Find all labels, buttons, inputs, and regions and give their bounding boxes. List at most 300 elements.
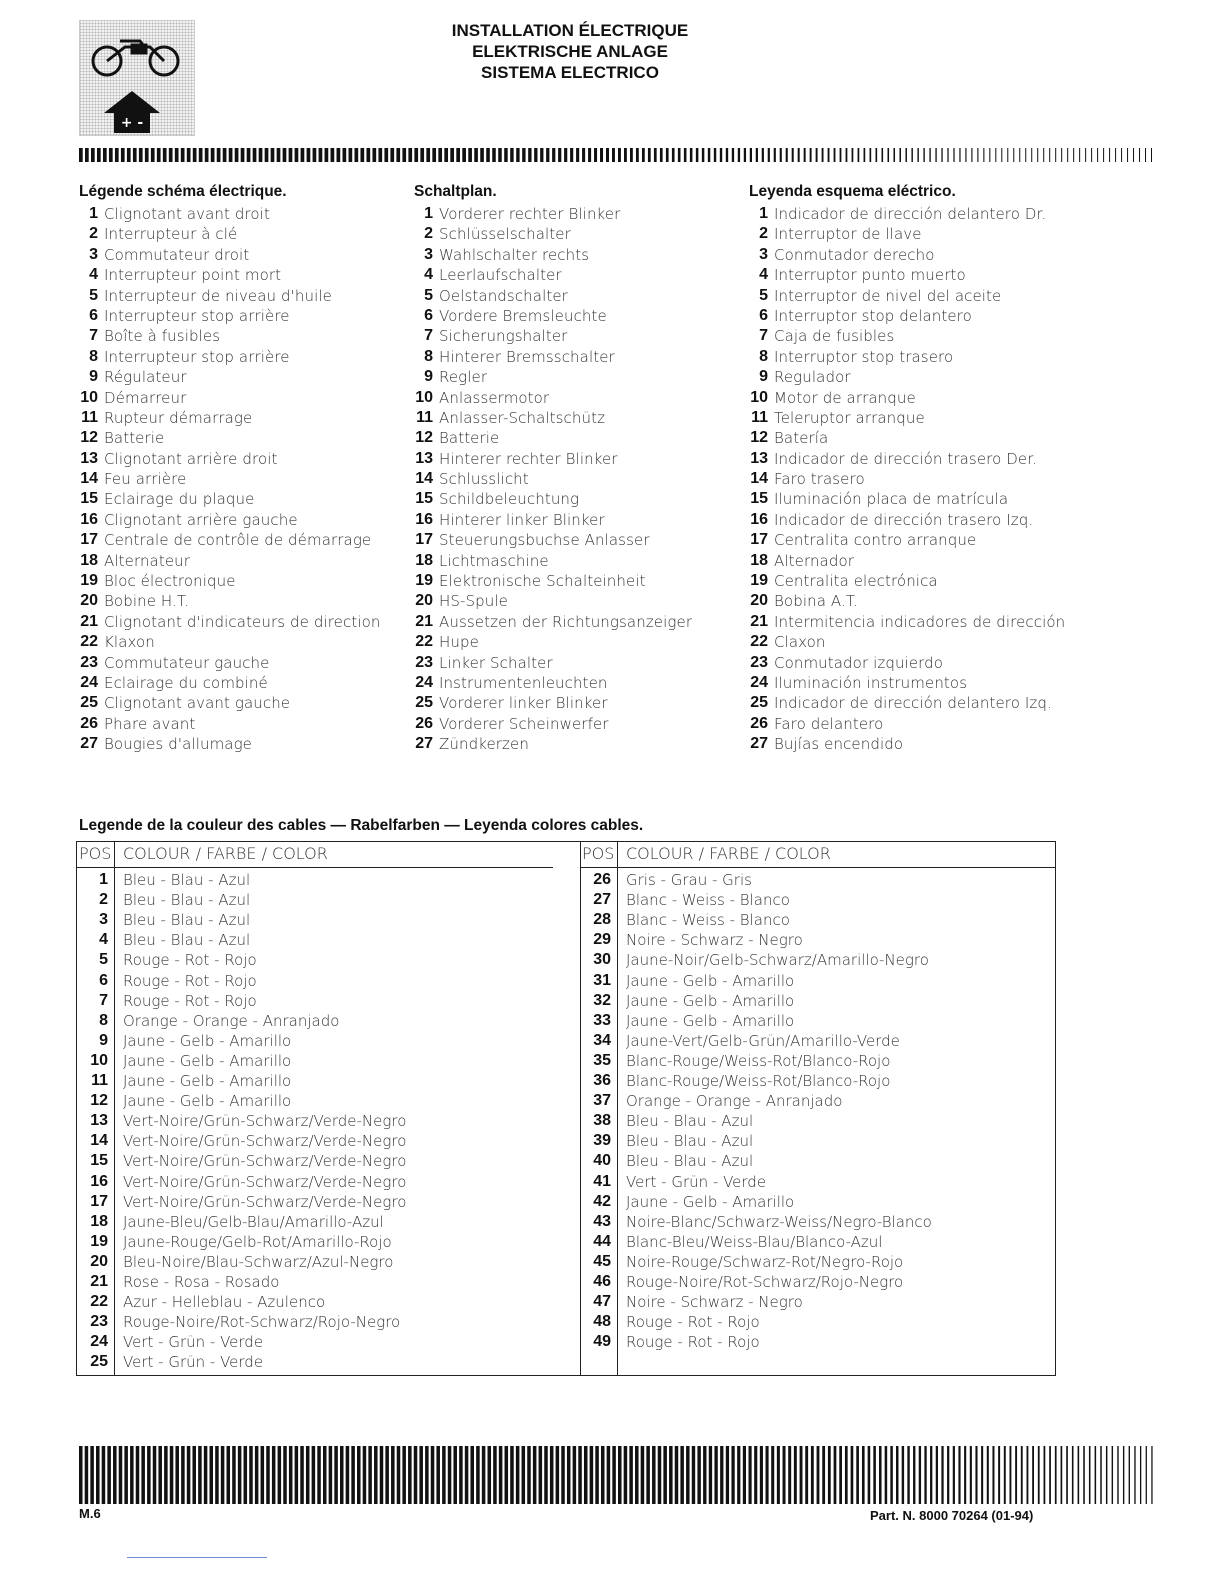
cable-colour: Noire - Schwarz - Negro [626,931,803,950]
cable-pos: 37 [593,1092,611,1110]
bar-mark [923,148,924,162]
cable-pos: 30 [593,951,611,969]
bar-mark [408,1446,412,1504]
legend-item [414,632,692,652]
bar-mark [1031,148,1032,162]
bar-mark [247,148,251,162]
bar-mark [136,1446,140,1504]
cable-colour: Rouge-Noire/Rot-Schwarz/Rojo-Negro [626,1273,904,1291]
bar-mark [606,148,609,162]
legend-item-label: Interruptor punto muerto [774,266,966,285]
legend-item-label: Alternador [774,551,855,570]
bar-mark [1129,1446,1130,1504]
bar-mark [756,148,758,162]
bar-mark [714,148,716,162]
bar-mark [852,148,854,162]
bar-mark [323,1446,327,1504]
bar-mark [550,1446,554,1504]
legend-item [749,204,1065,224]
bar-mark [402,148,406,162]
bar-mark [127,148,131,162]
cable-colour: Vert - Grün - Verde [123,1333,264,1352]
legend-item [79,306,381,326]
bar-mark [1067,148,1068,162]
bar-mark [468,148,472,162]
bar-mark [744,148,746,162]
battery-symbol: + - [120,115,144,131]
bar-mark [919,1446,921,1504]
bar-mark [384,148,388,162]
cable-pos: 7 [99,991,108,1009]
bar-mark [846,148,848,162]
bar-mark [480,148,484,162]
legend-item-number: 7 [759,327,768,345]
legend-column-fr [79,183,381,755]
legend-item-number: 16 [750,510,768,528]
bar-mark [238,1446,242,1504]
bar-mark [684,148,687,162]
bar-mark [431,1446,435,1504]
bar-mark [85,148,89,162]
bar-mark [879,1446,882,1504]
bar-mark [780,148,782,162]
legend-item [749,224,1065,244]
legend-item [749,449,1065,469]
bar-mark [788,1446,791,1504]
bar-mark [1013,148,1014,162]
legend-item [749,551,1065,571]
legend-item [749,510,1065,530]
bar-mark [582,148,585,162]
bar-mark [289,1446,293,1504]
cable-colour: Blanc-Rouge/Weiss-Rot/Blanco-Rojo [626,1051,891,1070]
bar-mark [476,1446,480,1504]
bar-mark [241,148,245,162]
bar-mark [941,148,942,162]
cable-colour: Vert-Noire/Grün-Schwarz/Verde-Negro [123,1192,407,1211]
cable-colour: Bleu-Noire/Blau-Schwarz/Azul-Negro [123,1252,394,1271]
legend-item [749,693,1065,713]
legend-item-number: 11 [81,408,98,426]
bar-mark [313,148,317,162]
bar-mark [175,148,179,162]
legend-item-label: Faro trasero [774,470,865,489]
bar-mark [540,148,543,162]
bar-mark [1055,148,1056,162]
bar-mark [1001,148,1002,162]
bar-mark [1004,1446,1006,1504]
bar-mark [738,148,740,162]
legend-item-label: Motor de arranque [774,388,916,407]
legend-item-number: 5 [89,286,98,304]
bar-mark [448,1446,452,1504]
legend-item-number: 22 [415,633,433,651]
legend-item-label: Hupe [439,633,479,652]
title-fr: INSTALLATION ÉLECTRIQUE [451,21,689,40]
cable-pos: 19 [90,1232,108,1250]
legend-item-number: 27 [750,735,768,753]
bar-mark [516,148,519,162]
cable-pos: 39 [593,1132,611,1150]
cable-pos: 45 [593,1252,611,1270]
legend-item-label: Lichtmaschine [439,551,549,570]
cable-pos: 13 [90,1112,108,1130]
bar-mark [885,1446,888,1504]
cable-pos: 15 [90,1152,108,1170]
bar-mark [1061,148,1062,162]
legend-item-number: 9 [424,368,433,386]
bar-mark [151,148,155,162]
cable-pos: 16 [90,1172,108,1190]
motorcycle-electrical-logo [79,20,195,136]
bar-mark [768,148,770,162]
legend-item-number: 20 [750,592,768,610]
legend-item-label: Eclairage du combiné [104,673,268,692]
bar-mark [578,1446,582,1504]
bar-mark [953,1446,955,1504]
legend-item-label: Vorderer rechter Blinker [439,205,621,223]
bar-mark [708,148,710,162]
bar-mark [130,1446,134,1504]
bar-mark [654,148,657,162]
bar-mark [731,1446,734,1504]
legend-item-number: 1 [89,205,98,222]
bar-mark [816,148,818,162]
legend-item-number: 4 [759,266,768,284]
bar-mark [223,148,227,162]
bar-mark [1044,1446,1046,1504]
bar-mark [343,148,347,162]
cable-pos: 6 [99,971,108,989]
bar-mark [85,1446,89,1504]
cable-pos: 27 [593,891,611,909]
bar-mark [272,1446,276,1504]
legend-item-number: 21 [415,612,433,630]
bar-mark [777,1446,780,1504]
bar-mark [528,148,531,162]
bar-mark [964,1446,966,1504]
cable-pos: 8 [99,1011,108,1029]
bar-mark [862,1446,865,1504]
legend-item [749,469,1065,489]
cable-pos: 2 [99,891,108,909]
cable-colour: Rouge - Rot - Rojo [626,1313,760,1332]
legend-item-label: Klaxon [104,633,155,652]
bar-mark [510,1446,514,1504]
bar-mark [289,148,293,162]
bar-mark [1038,1446,1040,1504]
bar-mark [899,148,901,162]
bar-mark [913,1446,915,1504]
legend-item-label: Régulateur [104,368,187,387]
cable-pos: 35 [593,1051,611,1069]
legend-item [79,530,381,550]
bar-mark [170,1446,174,1504]
legend-item-number: 1 [759,205,768,222]
bar-mark [1072,1446,1074,1504]
legend-item-label: Centralita contro arranque [774,531,977,550]
bar-mark [337,148,341,162]
legend-item [749,306,1065,326]
legend-item-number: 9 [759,368,768,386]
legend-item-number: 23 [415,653,433,671]
bar-mark [265,148,269,162]
bar-mark [199,148,203,162]
legend-item-number: 8 [424,347,433,365]
bar-mark [1145,148,1146,162]
bar-mark [419,1446,423,1504]
cable-colour: Vert-Noire/Grün-Schwarz/Verde-Negro [123,1172,407,1191]
bar-mark [396,148,400,162]
legend-item-number: 15 [750,490,768,508]
bar-mark [732,148,734,162]
legend-item [79,612,381,632]
legend-item-label: Teleruptor arranque [774,408,925,427]
bar-mark [306,1446,310,1504]
legend-item-label: Claxon [774,633,826,652]
cable-pos: 44 [593,1232,611,1250]
bar-mark [618,148,621,162]
bar-mark [811,1446,814,1504]
bar-mark [1106,1446,1107,1504]
legend-item-label: Interrupteur de niveau d'huile [104,286,332,305]
bar-mark [828,1446,831,1504]
bar-mark [442,1446,446,1504]
legend-item [414,388,692,408]
legend-item-label: Schildbeleuchtung [439,490,580,509]
legend-item-label: Indicador de dirección delantero Izq. [774,694,1052,713]
legend-item-number: 16 [415,510,433,528]
legend-item [414,428,692,448]
bar-mark [771,1446,774,1504]
bar-mark [436,1446,440,1504]
bar-mark [669,1446,673,1504]
header-pos-right: POS [582,844,615,863]
part-number: Part. N. 8000 70264 (01-94) [870,1508,1034,1523]
cable-colour: Jaune - Gelb - Amarillo [626,991,795,1010]
legend-item-label: Commutateur gauche [104,653,270,672]
legend-item-label: Batería [774,429,829,448]
cable-pos: 18 [90,1212,108,1230]
bar-mark [1015,1446,1017,1504]
legend-item-label: Leerlaufschalter [439,266,562,285]
bar-mark [607,1446,611,1504]
legend-item-label: Anlasser-Schaltschütz [439,408,606,427]
legend-item [79,347,381,367]
legend-item-label: Clignotant d'indicateurs de direction [104,612,381,631]
bar-mark [79,148,83,162]
bar-mark [211,148,215,162]
cable-pos: 23 [90,1313,108,1331]
legend-item-label: Batterie [104,429,165,448]
cable-colour: Vert - Grün - Verde [123,1353,264,1372]
bar-mark [678,148,681,162]
bar-mark [1049,148,1050,162]
legend-item [414,571,692,591]
bar-mark [905,148,906,162]
legend-item-number: 19 [415,572,433,590]
bar-mark [300,1446,304,1504]
bar-mark [380,1446,384,1504]
bar-mark [1112,1446,1113,1504]
legend-item [79,408,381,428]
cable-pos: 9 [99,1031,108,1049]
bar-mark [522,1446,526,1504]
bar-mark [147,1446,151,1504]
bar-mark [696,148,699,162]
bar-mark [444,148,448,162]
legend-item-label: Vorderer Scheinwerfer [439,714,609,733]
legend-item [414,326,692,346]
bar-mark [834,1446,837,1504]
bar-mark [1146,1446,1147,1504]
legend-heading-de: Schaltplan. [414,183,497,200]
cable-colour: Bleu - Blau - Azul [123,891,251,910]
bar-mark [1037,148,1038,162]
bottom-barcode [79,1446,1159,1504]
legend-item-number: 3 [89,245,98,263]
cable-colour: Vert-Noire/Grün-Schwarz/Verde-Negro [123,1152,407,1171]
legend-item-number: 1 [424,205,433,222]
bar-mark [810,148,812,162]
cable-colour: Jaune-Noir/Gelb-Schwarz/Amarillo-Negro [626,951,929,970]
legend-item [749,714,1065,734]
legend-item-number: 5 [759,286,768,304]
bar-mark [121,148,125,162]
bar-mark [567,1446,571,1504]
legend-item [79,673,381,693]
bar-mark [119,1446,123,1504]
bar-mark [743,1446,746,1504]
bar-mark [845,1446,848,1504]
bar-mark [391,1446,395,1504]
col-divider [114,842,115,1375]
bar-mark [1079,148,1080,162]
bar-mark [902,1446,904,1504]
bar-mark [911,148,912,162]
legend-item-label: Centrale de contrôle de démarrage [104,531,372,550]
legend-item-number: 8 [89,347,98,365]
bar-mark [325,148,329,162]
legend-item [414,347,692,367]
bar-mark [397,1446,401,1504]
cable-pos: 1 [99,871,108,888]
bar-mark [690,148,693,162]
bar-mark [864,148,866,162]
cable-colour: Jaune - Gelb - Amarillo [123,1031,292,1050]
legend-item-number: 18 [80,551,98,569]
bar-mark [295,148,299,162]
bar-mark [595,1446,599,1504]
bar-mark [882,148,884,162]
bar-mark [414,148,418,162]
bar-mark [378,148,382,162]
legend-item-number: 14 [80,470,98,488]
page-number: M.6 [79,1506,101,1521]
bar-mark [917,148,918,162]
legend-item-label: Oelstandschalter [439,286,568,305]
cable-legend-title: Legende de la couleur des cables — Rabelfarben — Leyenda colores cables. [79,817,644,834]
bar-mark [175,1446,179,1504]
legend-item [414,673,692,693]
bar-mark [453,1446,457,1504]
legend-item [79,653,381,673]
bar-mark [510,148,513,162]
legend-item [749,347,1065,367]
legend-item [79,469,381,489]
bar-mark [953,148,954,162]
cable-pos: 42 [593,1192,611,1210]
bar-mark [941,1446,943,1504]
legend-item-label: Iluminación placa de matrícula [774,490,1009,509]
legend-item-label: Boîte à fusibles [104,327,221,346]
legend-item-label: Interrupteur à clé [104,225,238,244]
bar-mark [675,1446,679,1504]
cable-colour: Bleu - Blau - Azul [626,1152,754,1171]
legend-item [749,673,1065,693]
bar-mark [1061,1446,1063,1504]
cable-pos: 38 [593,1112,611,1130]
bar-mark [1117,1446,1118,1504]
cable-pos: 12 [90,1092,108,1110]
cable-colour: Jaune - Gelb - Amarillo [123,1072,292,1090]
cable-colour: Noire - Schwarz - Negro [626,1293,803,1312]
bar-mark [709,1446,712,1504]
cable-colour: Jaune - Gelb - Amarillo [123,1051,292,1070]
bar-mark [470,1446,474,1504]
bar-mark [482,1446,486,1504]
legend-item-number: 11 [416,408,433,426]
cable-pos: 34 [593,1031,611,1049]
bar-mark [822,1446,825,1504]
bar-mark [1049,1446,1051,1504]
legend-item [79,734,381,754]
bar-mark [109,148,113,162]
legend-item-label: Elektronische Schalteinheit [439,572,646,591]
table-header-divider [77,867,553,868]
cable-colour: Rouge - Rot - Rojo [123,991,257,1010]
legend-item [79,326,381,346]
bar-mark [720,148,722,162]
bar-mark [187,1446,191,1504]
bar-mark [652,1446,656,1504]
bar-mark [570,148,573,162]
legend-item-number: 10 [80,388,98,406]
legend-column-es [749,183,1065,755]
cable-pos: 3 [99,911,108,929]
cable-colour: Noire-Blanc/Schwarz-Weiss/Negro-Blanco [626,1212,932,1231]
bar-mark [624,148,627,162]
cable-colour: Orange - Orange - Anranjado [123,1011,340,1030]
motorcycle-icon [93,41,178,75]
legend-item-number: 12 [80,429,98,447]
legend-item-number: 18 [750,551,768,569]
bar-mark [1089,1446,1091,1504]
bar-mark [372,148,376,162]
bar-mark [90,1446,94,1504]
legend-item-number: 26 [415,714,433,732]
legend-item-number: 16 [80,510,98,528]
cable-colour: Azur - Helleblau - Azulenco [123,1293,326,1312]
bar-mark [351,1446,355,1504]
legend-item-number: 23 [750,653,768,671]
bar-mark [601,1446,605,1504]
bar-mark [726,148,728,162]
cable-pos: 29 [593,931,611,949]
legend-item [414,734,692,754]
bar-mark [642,148,645,162]
legend-item [79,224,381,244]
